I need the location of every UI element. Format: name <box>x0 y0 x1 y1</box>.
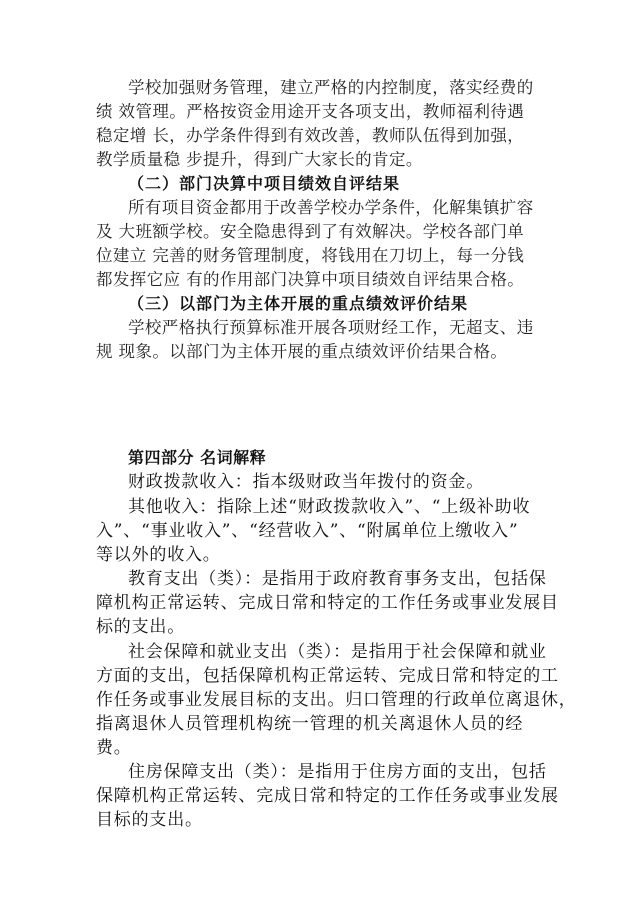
para-line: 稳定增 长，办学条件得到有效改善，教师队伍得到加强， <box>96 126 525 145</box>
para-line: 财政拨款收入：指本级财政当年拨付的资金。 <box>128 472 484 492</box>
para-line: 及 大班额学校。安全隐患得到了有效解决。学校各部门单 <box>96 222 525 241</box>
section-heading: （三）以部门为主体开展的重点绩效评价结果 <box>128 294 469 313</box>
para-line: 住房保障支出（类）：是指用于住房方面的支出，包括 <box>128 762 547 782</box>
para-line: 教学质量稳 步提升，得到广大家长的肯定。 <box>96 150 423 169</box>
para-line: 等以外的收入。 <box>96 545 221 565</box>
para-line: 指离退休人员管理机构统一管理的机关离退休人员的经 <box>96 714 524 734</box>
para-line: 所有项目资金都用于改善学校办学条件，化解集镇扩容 <box>128 198 534 217</box>
para-line: 规 现象。以部门为主体开展的重点绩效评价结果合格。 <box>96 342 508 361</box>
para-line: 方面的支出，包括保障机构正常运转、完成日常和特定的工 <box>96 666 559 686</box>
para-line: 学校严格执行预算标准开展各项财经工作，无超支、违 <box>128 318 534 337</box>
para-line: 学校加强财务管理，建立严格的内控制度，落实经费的 <box>128 78 534 97</box>
para-line: 入”、“事业收入”、“经营收入”、“附属单位上缴收入” <box>96 521 519 541</box>
para-line: 绩 效管理。严格按资金用途开支各项支出，教师福利待遇 <box>96 102 525 121</box>
section-heading: （二）部门决算中项目绩效自评结果 <box>128 174 401 193</box>
para-line: 社会保障和就业支出（类）：是指用于社会保障和就业 <box>128 642 547 662</box>
para-line: 标的支出。 <box>96 617 185 637</box>
para-line: 作任务或事业发展目标的支出。归口管理的行政单位离退休， <box>96 690 577 710</box>
para-line: 都发挥它应 有的作用部门决算中项目绩效自评结果合格。 <box>96 270 525 289</box>
para-line: 教育支出（类）：是指用于政府教育事务支出，包括保 <box>128 569 547 589</box>
para-line: 保障机构正常运转、完成日常和特定的工作任务或事业发展 <box>96 786 559 806</box>
para-line: 位建立 完善的财务管理制度，将钱用在刀切上，每一分钱 <box>96 246 525 265</box>
para-line: 障机构正常运转、完成日常和特定的工作任务或事业发展目 <box>96 593 559 613</box>
para-line: 费。 <box>96 738 132 758</box>
part-title: 第四部分 名词解释 <box>128 448 267 467</box>
para-line: 目标的支出。 <box>96 810 203 830</box>
para-line: 其他收入：指除上述“财政拨款收入”、“上级补助收 <box>128 497 531 517</box>
